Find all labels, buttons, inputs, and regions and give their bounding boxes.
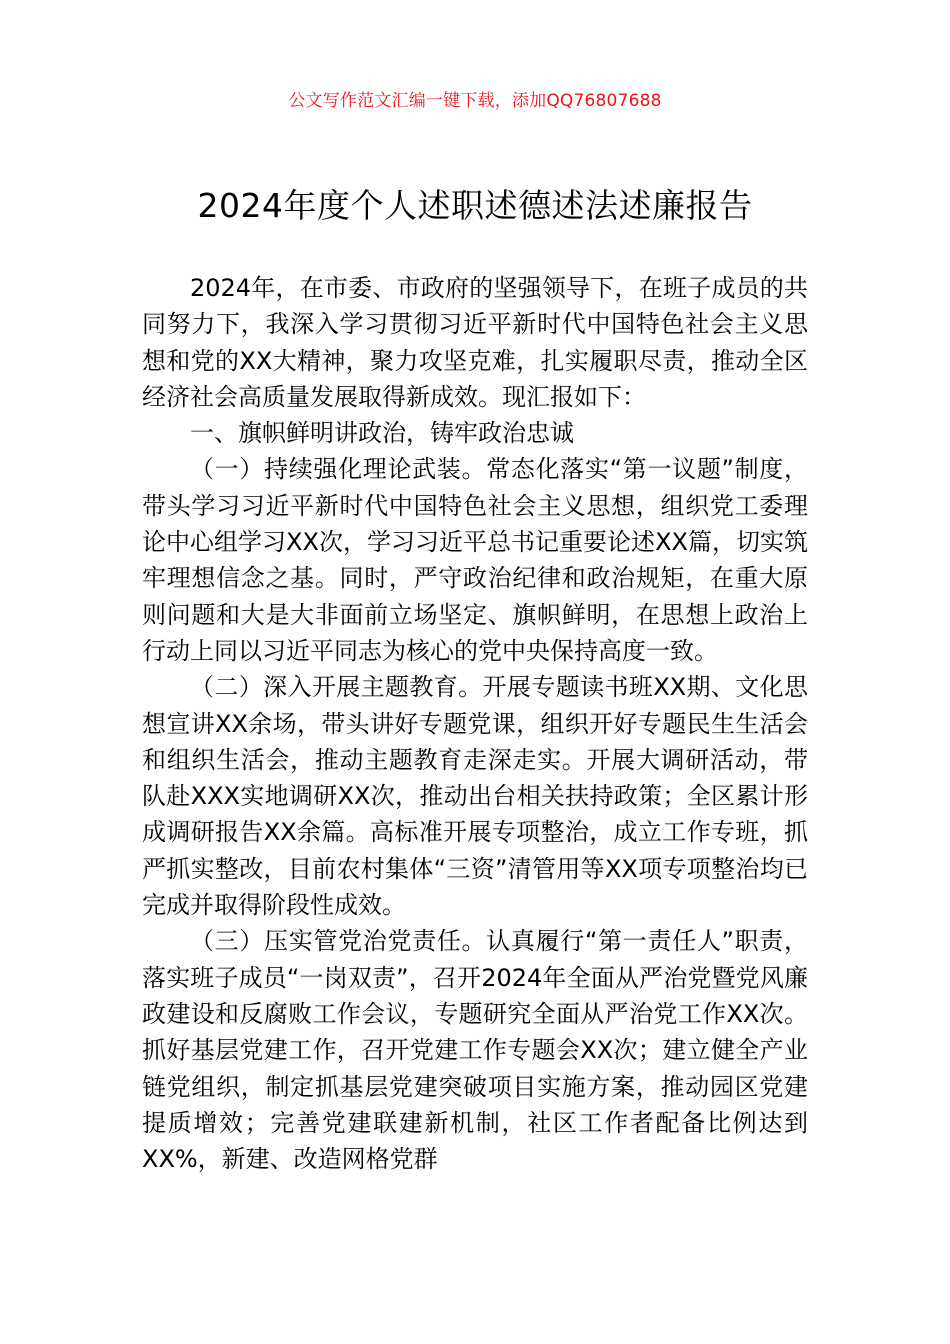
intro-paragraph: 2024年，在市委、市政府的坚强领导下，在班子成员的共同努力下，我深入学习贯彻习近平新时代中国特色社会主义思想和党的XX大精神，聚力攻坚克难，扎实履职尽责，推动全区经济社会高质量发展取得新成效。现汇报如下：: [142, 274, 808, 411]
download-banner: 公文写作范文汇编一键下载，添加QQ76807688: [288, 91, 662, 111]
document-title: 2024年度个人述职述德述法述廉报告: [197, 186, 753, 225]
document-body: [142, 270, 808, 1177]
body-paragraph: （三）压实管党治党责任。认真履行“第一责任人”职责，落实班子成员“一岗双责”，召开2024年全面从严治党暨党风廉政建设和反腐败工作会议，专题研究全面从严治党工作XX次。抓好基层党建工作，召开党建工作专题会XX次；建立健全产业链党组织，制定抓基层党建突破项目实施方案，推动园区党建提质增效；完善党建联建新机制，社区工作者配备比例达到XX%，新建、改造网格党群: [142, 927, 808, 1174]
body-paragraph: （一）持续强化理论武装。常态化落实“第一议题”制度，带头学习习近平新时代中国特色社会主义思想，组织党工委理论中心组学习XX次，学习习近平总书记重要论述XX篇，切实筑牢理想信念之基。同时，严守政治纪律和政治规矩，在重大原则问题和大是大非面前立场坚定、旗帜鲜明，在思想上政治上行动上同以习近平同志为核心的党中央保持高度一致。: [142, 455, 808, 665]
section-heading: 一、旗帜鲜明讲政治，铸牢政治忠诚: [190, 419, 574, 448]
body-paragraph: （二）深入开展主题教育。开展专题读书班XX期、文化思想宣讲XX余场，带头讲好专题党课，组织开好专题民生生活会和组织生活会，推动主题教育走深走实。开展大调研活动，带队赴XXX实地调研XX次，推动出台相关扶持政策；全区累计形成调研报告XX余篇。高标准开展专项整治，成立工作专班，抓严抓实整改，目前农村集体“三资”清管用等XX项专项整治均已完成并取得阶段性成效。: [142, 673, 808, 920]
